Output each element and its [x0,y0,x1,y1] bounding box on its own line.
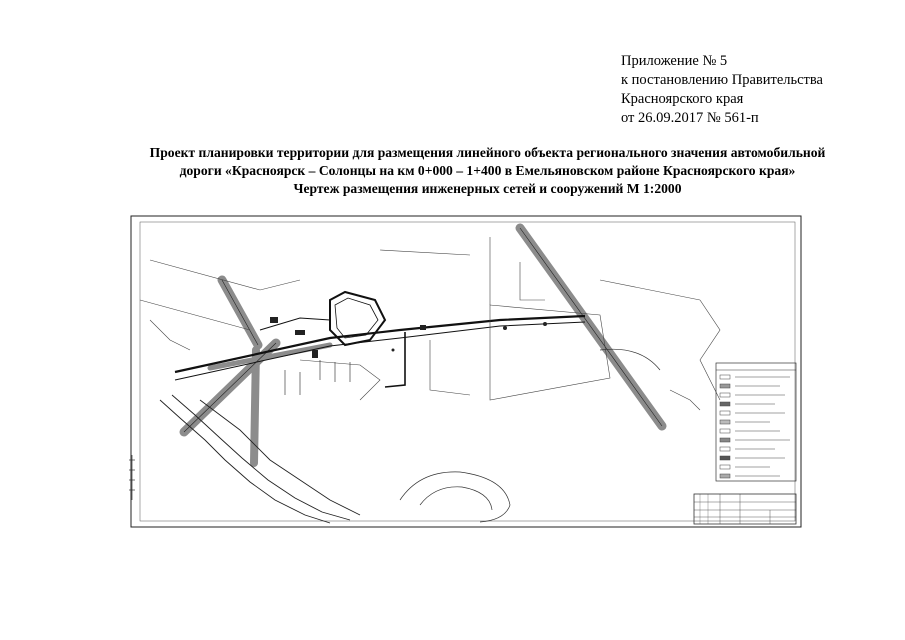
utility-corridors [184,228,662,463]
appendix-resolution: к постановлению Правительства [621,72,823,88]
title-block-stamp [694,494,796,524]
drawing-frame [131,216,801,527]
appendix-number: Приложение № 5 [621,53,728,69]
margin-scale [129,455,135,500]
title-line-3: Чертеж размещения инженерных сетей и сооружений М 1:2000 [293,181,682,196]
legend-panel [716,363,796,481]
drawing-inner-frame [140,222,795,521]
title-line-2: дороги «Красноярск – Солонцы на км 0+000 – 1+400 в Емельяновском районе Красноярского края» [179,163,796,178]
river-lines [160,395,360,523]
title-line-1: Проект планировки территории для размещения линейного объекта регионального значения автомобильной [149,145,826,160]
appendix-region: Красноярского края [621,91,744,107]
structure-markers [270,317,547,358]
appendix-date: от 26.09.2017 № 561-п [621,110,759,126]
